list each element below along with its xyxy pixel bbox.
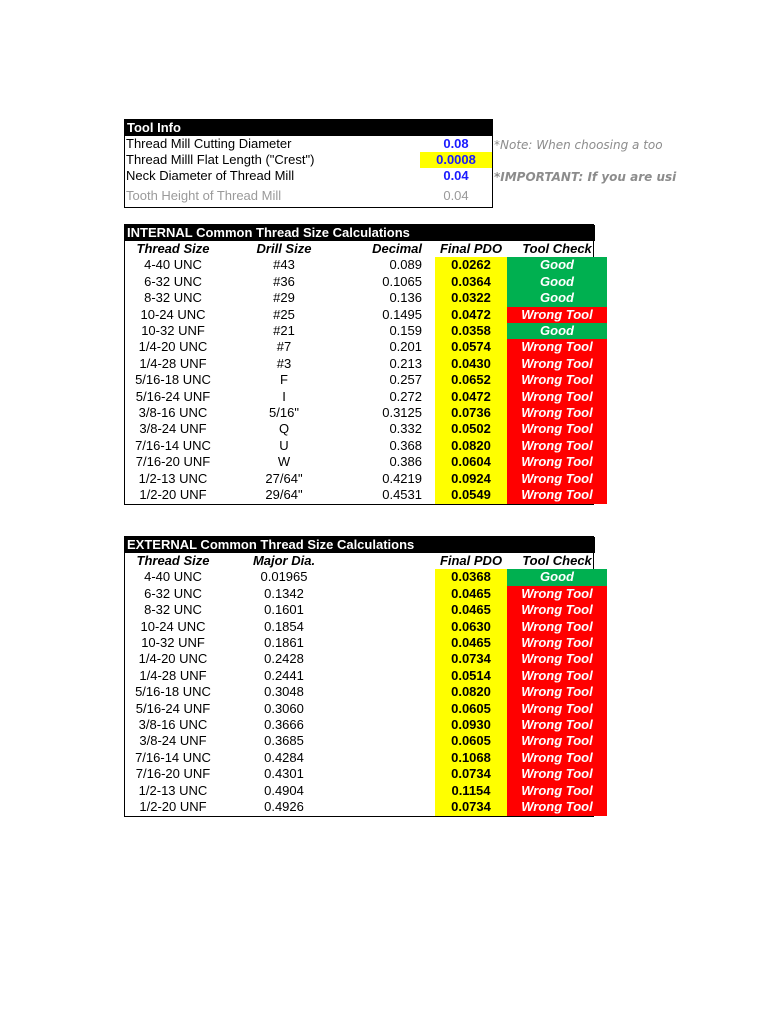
decimal-cell: 0.4219 (382, 470, 422, 486)
tool-check-cell: Wrong Tool (507, 471, 607, 487)
neck-diameter-input[interactable]: 0.04 (443, 168, 469, 183)
drill-size-cell: I (282, 388, 286, 404)
decimal-cell: 0.257 (389, 372, 422, 388)
table-row (125, 438, 607, 454)
col-major-dia: Major Dia. (252, 553, 316, 568)
empty-cell (347, 635, 435, 651)
drill-size-cell: #29 (273, 290, 295, 306)
tool-check-cell: Wrong Tool (507, 635, 607, 651)
major-dia-cell: 0.2441 (264, 667, 304, 683)
table-row (125, 421, 607, 437)
internal-grid (125, 241, 607, 504)
major-dia-cell: 0.4301 (264, 766, 304, 782)
table-row (125, 307, 607, 323)
tooth-height-value: 0.04 (443, 188, 469, 203)
col-tool-check: Tool Check (522, 241, 592, 256)
final-pdo-cell: 0.0574 (435, 339, 507, 355)
final-pdo-cell: 0.0322 (435, 290, 507, 306)
empty-cell (347, 701, 435, 717)
final-pdo-cell: 0.0472 (435, 389, 507, 405)
tool-check-cell: Wrong Tool (507, 717, 607, 733)
tool-check-cell: Wrong Tool (507, 421, 607, 437)
col-decimal: Decimal (372, 241, 422, 256)
final-pdo-cell: 0.0930 (435, 717, 507, 733)
decimal-cell: 0.136 (389, 290, 422, 306)
final-pdo-cell: 0.0549 (435, 487, 507, 503)
external-table-title: EXTERNAL Common Thread Size Calculations (125, 537, 595, 553)
decimal-cell: 0.368 (389, 437, 422, 453)
table-row (125, 799, 607, 815)
thread-size-cell: 5/16-24 UNF (135, 388, 211, 404)
thread-size-cell: 1/2-13 UNC (138, 782, 208, 798)
tool-info-row (125, 152, 492, 168)
empty-cell (347, 684, 435, 700)
final-pdo-cell: 0.0502 (435, 421, 507, 437)
tool-check-cell: Wrong Tool (507, 389, 607, 405)
empty-cell (347, 651, 435, 667)
important-note: *IMPORTANT: If you are usi (494, 170, 677, 184)
final-pdo-cell: 0.0924 (435, 471, 507, 487)
external-grid (125, 553, 607, 816)
major-dia-cell: 0.4926 (264, 799, 304, 815)
final-pdo-cell: 0.0820 (435, 684, 507, 700)
final-pdo-cell: 0.0734 (435, 799, 507, 815)
tool-check-cell: Wrong Tool (507, 733, 607, 749)
table-row (125, 389, 607, 405)
tool-check-cell: Wrong Tool (507, 602, 607, 618)
thread-size-cell: 5/16-18 UNC (135, 372, 211, 388)
tool-check-cell: Wrong Tool (507, 651, 607, 667)
drill-size-cell: #43 (273, 257, 295, 273)
tool-check-cell: Good (507, 569, 607, 585)
decimal-cell: 0.386 (389, 454, 422, 470)
final-pdo-cell: 0.0465 (435, 602, 507, 618)
final-pdo-cell: 0.0605 (435, 701, 507, 717)
empty-cell (347, 799, 435, 815)
empty-cell (347, 717, 435, 733)
table-row (125, 257, 607, 273)
neck-diameter-label: Neck Diameter of Thread Mill (126, 168, 295, 183)
header-row (125, 241, 607, 257)
tool-check-cell: Wrong Tool (507, 701, 607, 717)
major-dia-cell: 0.1854 (264, 618, 304, 634)
table-row (125, 471, 607, 487)
tool-choice-note: *Note: When choosing a too (494, 138, 663, 152)
thread-size-cell: 10-32 UNF (141, 323, 205, 339)
final-pdo-cell: 0.0430 (435, 356, 507, 372)
final-pdo-cell: 0.1154 (435, 783, 507, 799)
empty-cell (347, 569, 435, 585)
header-row (125, 553, 607, 569)
empty-cell (347, 750, 435, 766)
final-pdo-cell: 0.0364 (435, 274, 507, 290)
decimal-cell: 0.272 (389, 388, 422, 404)
final-pdo-cell: 0.0734 (435, 766, 507, 782)
tool-info-row (125, 168, 492, 184)
table-row (125, 733, 607, 749)
thread-size-cell: 6-32 UNC (144, 273, 202, 289)
col-final-pdo: Final PDO (439, 553, 503, 568)
thread-size-cell: 3/8-24 UNF (139, 733, 207, 749)
tool-check-cell: Good (507, 274, 607, 290)
drill-size-cell: 29/64" (265, 487, 303, 503)
tool-check-cell: Wrong Tool (507, 438, 607, 454)
empty-cell (347, 766, 435, 782)
thread-size-cell: 1/2-13 UNC (138, 470, 208, 486)
decimal-cell: 0.201 (389, 339, 422, 355)
tool-info-title: Tool Info (125, 120, 492, 136)
final-pdo-cell: 0.1068 (435, 750, 507, 766)
table-row (125, 635, 607, 651)
table-row (125, 668, 607, 684)
thread-size-cell: 5/16-24 UNF (135, 700, 211, 716)
thread-size-cell: 7/16-20 UNF (135, 454, 211, 470)
final-pdo-cell: 0.0630 (435, 619, 507, 635)
table-row (125, 274, 607, 290)
flat-length-input[interactable]: 0.0008 (420, 152, 492, 168)
table-row (125, 766, 607, 782)
thread-size-cell: 8-32 UNC (144, 290, 202, 306)
col-empty (347, 553, 435, 569)
thread-size-cell: 1/4-20 UNC (138, 651, 208, 667)
tooth-height-label: Tooth Height of Thread Mill (126, 188, 282, 203)
internal-thread-table (124, 224, 594, 505)
cutting-diameter-input[interactable]: 0.08 (443, 136, 469, 151)
table-row (125, 323, 607, 339)
tool-check-cell: Wrong Tool (507, 356, 607, 372)
final-pdo-cell: 0.0514 (435, 668, 507, 684)
final-pdo-cell: 0.0820 (435, 438, 507, 454)
major-dia-cell: 0.2428 (264, 651, 304, 667)
col-drill-size: Drill Size (256, 241, 312, 256)
table-row (125, 339, 607, 355)
table-row (125, 586, 607, 602)
thread-size-cell: 6-32 UNC (144, 585, 202, 601)
major-dia-cell: 0.4284 (264, 749, 304, 765)
tool-check-cell: Wrong Tool (507, 783, 607, 799)
final-pdo-cell: 0.0605 (435, 733, 507, 749)
table-row (125, 487, 607, 503)
tool-check-cell: Wrong Tool (507, 684, 607, 700)
decimal-cell: 0.213 (389, 355, 422, 371)
thread-size-cell: 1/4-28 UNF (139, 667, 207, 683)
drill-size-cell: W (277, 454, 291, 470)
table-row (125, 651, 607, 667)
thread-size-cell: 1/4-28 UNF (139, 355, 207, 371)
drill-size-cell: #7 (276, 339, 292, 355)
thread-size-cell: 4-40 UNC (144, 569, 202, 585)
table-row (125, 750, 607, 766)
table-row (125, 290, 607, 306)
tool-check-cell: Wrong Tool (507, 668, 607, 684)
col-final-pdo: Final PDO (439, 241, 503, 256)
empty-cell (347, 602, 435, 618)
cutting-diameter-label: Thread Mill Cutting Diameter (126, 136, 292, 151)
tool-check-cell: Wrong Tool (507, 307, 607, 323)
thread-size-cell: 3/8-16 UNC (138, 717, 208, 733)
final-pdo-cell: 0.0736 (435, 405, 507, 421)
tool-check-cell: Good (507, 257, 607, 273)
thread-size-cell: 1/2-20 UNF (139, 799, 207, 815)
thread-size-cell: 8-32 UNC (144, 602, 202, 618)
empty-cell (347, 619, 435, 635)
thread-size-cell: 10-24 UNC (140, 306, 206, 322)
tool-check-cell: Wrong Tool (507, 339, 607, 355)
major-dia-cell: 0.1601 (264, 602, 304, 618)
final-pdo-cell: 0.0472 (435, 307, 507, 323)
final-pdo-cell: 0.0465 (435, 586, 507, 602)
thread-size-cell: 7/16-20 UNF (135, 766, 211, 782)
table-row (125, 602, 607, 618)
empty-cell (347, 783, 435, 799)
decimal-cell: 0.1065 (382, 273, 422, 289)
table-row (125, 717, 607, 733)
col-thread-size: Thread Size (136, 241, 210, 256)
table-row (125, 783, 607, 799)
major-dia-cell: 0.3048 (264, 684, 304, 700)
major-dia-cell: 0.1861 (264, 635, 304, 651)
col-tool-check: Tool Check (522, 553, 592, 568)
drill-size-cell: F (280, 372, 288, 388)
tool-info-panel (124, 119, 493, 208)
table-row (125, 372, 607, 388)
tool-check-cell: Wrong Tool (507, 799, 607, 815)
table-row (125, 454, 607, 470)
drill-size-cell: U (279, 437, 289, 453)
major-dia-cell: 0.01965 (260, 569, 308, 585)
table-row (125, 405, 607, 421)
thread-size-cell: 3/8-16 UNC (138, 405, 208, 421)
empty-cell (347, 668, 435, 684)
external-thread-table (124, 536, 594, 817)
internal-table-title: INTERNAL Common Thread Size Calculations (125, 225, 595, 241)
major-dia-cell: 0.3666 (264, 717, 304, 733)
drill-size-cell: #21 (273, 323, 295, 339)
thread-size-cell: 7/16-14 UNC (135, 437, 211, 453)
thread-size-cell: 7/16-14 UNC (135, 749, 211, 765)
table-row (125, 684, 607, 700)
tool-check-cell: Good (507, 323, 607, 339)
tool-check-cell: Wrong Tool (507, 586, 607, 602)
decimal-cell: 0.4531 (382, 487, 422, 503)
major-dia-cell: 0.4904 (264, 782, 304, 798)
drill-size-cell: #36 (273, 273, 295, 289)
table-row (125, 569, 607, 585)
flat-length-label: Thread Milll Flat Length ("Crest") (126, 152, 315, 167)
tool-check-cell: Good (507, 290, 607, 306)
tool-check-cell: Wrong Tool (507, 619, 607, 635)
empty-cell (347, 733, 435, 749)
drill-size-cell: #25 (273, 306, 295, 322)
decimal-cell: 0.332 (389, 421, 422, 437)
tool-check-cell: Wrong Tool (507, 750, 607, 766)
thread-size-cell: 10-32 UNF (141, 635, 205, 651)
decimal-cell: 0.159 (389, 323, 422, 339)
drill-size-cell: 5/16" (269, 405, 299, 421)
decimal-cell: 0.089 (389, 257, 422, 273)
tool-check-cell: Wrong Tool (507, 372, 607, 388)
table-row (125, 356, 607, 372)
major-dia-cell: 0.3685 (264, 733, 304, 749)
final-pdo-cell: 0.0604 (435, 454, 507, 470)
thread-size-cell: 1/4-20 UNC (138, 339, 208, 355)
table-row (125, 701, 607, 717)
col-thread-size: Thread Size (136, 553, 210, 568)
tool-info-row (125, 188, 492, 204)
tool-info-row (125, 136, 492, 152)
tool-check-cell: Wrong Tool (507, 487, 607, 503)
major-dia-cell: 0.3060 (264, 700, 304, 716)
final-pdo-cell: 0.0734 (435, 651, 507, 667)
table-row (125, 619, 607, 635)
thread-size-cell: 3/8-24 UNF (139, 421, 207, 437)
thread-size-cell: 1/2-20 UNF (139, 487, 207, 503)
decimal-cell: 0.1495 (382, 306, 422, 322)
empty-cell (347, 586, 435, 602)
decimal-cell: 0.3125 (382, 405, 422, 421)
final-pdo-cell: 0.0262 (435, 257, 507, 273)
drill-size-cell: #3 (276, 355, 292, 371)
final-pdo-cell: 0.0652 (435, 372, 507, 388)
major-dia-cell: 0.1342 (264, 585, 304, 601)
final-pdo-cell: 0.0368 (435, 569, 507, 585)
tool-check-cell: Wrong Tool (507, 405, 607, 421)
drill-size-cell: 27/64" (265, 470, 303, 486)
final-pdo-cell: 0.0465 (435, 635, 507, 651)
thread-size-cell: 4-40 UNC (144, 257, 202, 273)
final-pdo-cell: 0.0358 (435, 323, 507, 339)
drill-size-cell: Q (278, 421, 290, 437)
tool-check-cell: Wrong Tool (507, 766, 607, 782)
tool-check-cell: Wrong Tool (507, 454, 607, 470)
thread-size-cell: 5/16-18 UNC (135, 684, 211, 700)
thread-size-cell: 10-24 UNC (140, 618, 206, 634)
